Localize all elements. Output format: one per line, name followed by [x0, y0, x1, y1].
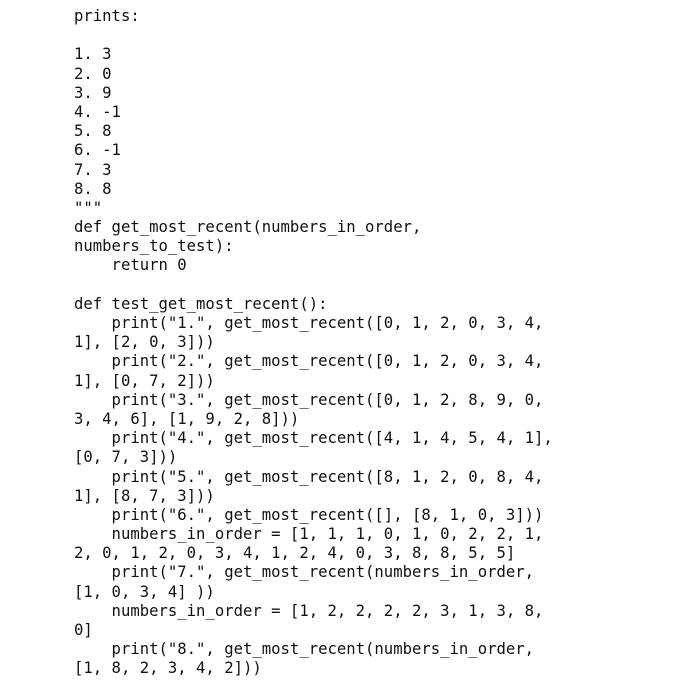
code-line-print-7: print("7.", get_most_recent(numbers_in_order, [74, 563, 535, 582]
code-line-print-7-cont: [1, 0, 3, 4] )) [74, 582, 215, 601]
code-line-output-4: 4. -1 [74, 102, 121, 121]
code-listing [74, 7, 684, 679]
code-line-blank [74, 276, 684, 295]
code-line-print-3-cont: 3, 4, 6], [1, 9, 2, 8])) [74, 409, 300, 428]
code-line-print-8: print("8.", get_most_recent(numbers_in_order, [74, 640, 535, 659]
code-line-output-2: 2. 0 [74, 64, 112, 83]
code-line-print-4-cont: [0, 7, 3])) [74, 448, 178, 467]
code-line-numbers-in-order-1: numbers_in_order = [1, 1, 1, 0, 1, 0, 2, 2, 1, [74, 525, 544, 544]
code-line-output-1: 1. 3 [74, 45, 112, 64]
code-line-print-8-cont: [1, 8, 2, 3, 4, 2])) [74, 659, 262, 678]
code-line-return: return 0 [74, 256, 187, 275]
code-line-numbers-in-order-1-cont: 2, 0, 1, 2, 0, 3, 4, 1, 2, 4, 0, 3, 8, 8, 5, 5] [74, 544, 516, 563]
code-line-def-get-most-recent-cont: numbers_to_test): [74, 237, 234, 256]
code-line-blank [74, 26, 684, 45]
code-line-numbers-in-order-2: numbers_in_order = [1, 2, 2, 2, 2, 3, 1, 3, 8, [74, 601, 544, 620]
code-line-print-1: print("1.", get_most_recent([0, 1, 2, 0, 3, 4, [74, 314, 544, 332]
code-line-def-get-most-recent: def get_most_recent(numbers_in_order, [74, 218, 422, 237]
code-line-numbers-in-order-2-cont: 0] [74, 621, 93, 639]
code-line-output-5: 5. 8 [74, 122, 112, 141]
code-line-print-6: print("6.", get_most_recent([], [8, 1, 0, 3])) [74, 505, 544, 524]
code-line-print-1-cont: 1], [2, 0, 3])) [74, 333, 215, 352]
code-line-output-7: 7. 3 [74, 160, 112, 179]
code-line-output-6: 6. -1 [74, 141, 121, 160]
code-line-output-8: 8. 8 [74, 179, 112, 198]
code-line-print-3: print("3.", get_most_recent([0, 1, 2, 8, 9, 0, [74, 390, 544, 409]
code-line-print-5: print("5.", get_most_recent([8, 1, 2, 0, 8, 4, [74, 467, 544, 486]
code-line-def-test: def test_get_most_recent(): [74, 294, 328, 313]
code-line-print-5-cont: 1], [8, 7, 3])) [74, 486, 215, 505]
code-line-print-4: print("4.", get_most_recent([4, 1, 4, 5, 4, 1], [74, 429, 553, 448]
code-line-print-2: print("2.", get_most_recent([0, 1, 2, 0, 3, 4, [74, 352, 544, 371]
code-line-docstring-end: """ [74, 198, 103, 217]
code-line-output-3: 3. 9 [74, 83, 112, 102]
code-line-prints-heading: prints: [74, 7, 140, 25]
code-line-print-2-cont: 1], [0, 7, 2])) [74, 371, 215, 390]
